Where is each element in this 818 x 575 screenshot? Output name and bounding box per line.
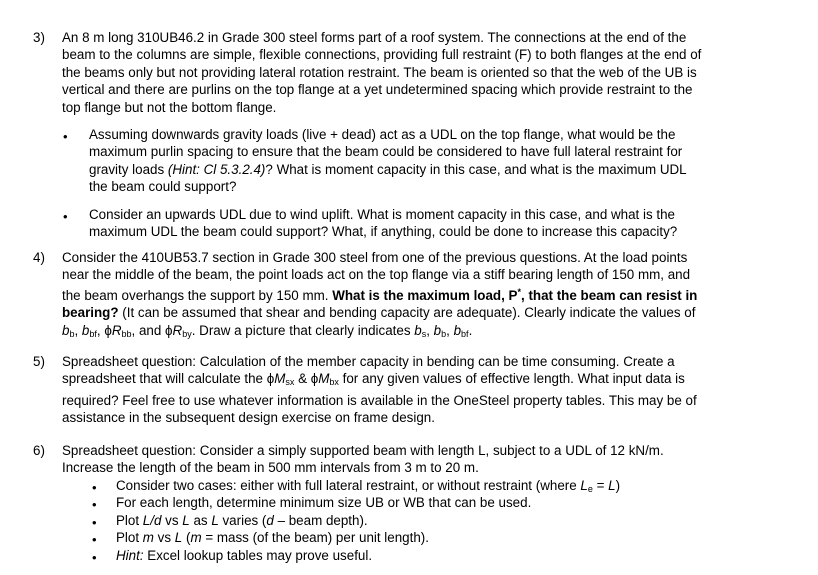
bullet-icon: • bbox=[92, 532, 97, 548]
bullet-text bbox=[116, 529, 429, 546]
bullet-icon: • bbox=[63, 129, 68, 144]
subscript: bx bbox=[329, 377, 339, 388]
symbol: b bbox=[62, 322, 70, 338]
bullet-text bbox=[116, 512, 368, 529]
question-number: 3) bbox=[33, 30, 45, 45]
text-run: , and ϕ bbox=[131, 322, 173, 338]
superscript: * bbox=[517, 286, 521, 297]
symbol: R bbox=[172, 322, 183, 338]
symbol: b bbox=[414, 322, 422, 338]
question-4-text bbox=[62, 249, 786, 343]
text-line: the beam could support? bbox=[89, 179, 237, 195]
bullet-icon: • bbox=[63, 209, 68, 224]
text-run: , bbox=[426, 322, 434, 338]
text-line: required? Feel free to use whatever information is available in the OneSteel property tables. This may be of bbox=[62, 392, 697, 408]
text-run: ? What is moment capacity in this case, and what is the maximum UDL bbox=[265, 161, 687, 177]
bullet-text bbox=[116, 547, 372, 564]
text-line bbox=[62, 370, 786, 391]
question-number: 5) bbox=[33, 354, 45, 369]
text-run: Plot bbox=[116, 512, 143, 528]
text-line: An 8 m long 310UB46.2 in Grade 300 steel forms part of a roof system. The connections at the end of the bbox=[62, 30, 687, 45]
text-run: & ϕ bbox=[294, 371, 319, 387]
symbol: m bbox=[190, 530, 202, 546]
symbol: b bbox=[453, 322, 462, 338]
symbol: L bbox=[580, 478, 588, 493]
text-line: maximum UDL the beam could support? What, if anything, could be done to increase this capacity? bbox=[89, 224, 678, 240]
text-line: assistance in the subsequent design exercise on frame design. bbox=[62, 410, 435, 426]
subscript: sx bbox=[285, 377, 295, 388]
text-run: Plot bbox=[116, 530, 143, 546]
bold-question: bearing? bbox=[62, 305, 119, 321]
subscript: s bbox=[421, 328, 427, 339]
text-run: (It can be assumed that shear and bending capacity are adequate). Clearly indicate the values of bbox=[118, 305, 696, 321]
text-run: ) bbox=[615, 478, 621, 493]
subscript: bf bbox=[461, 328, 469, 339]
subscript: e bbox=[587, 484, 593, 494]
symbol: L/d bbox=[142, 512, 162, 528]
symbol: L bbox=[182, 512, 190, 528]
text-run: , that the beam can resist in bbox=[521, 287, 698, 303]
text-line bbox=[62, 304, 786, 321]
text-run: , bbox=[74, 322, 82, 338]
question-3-text bbox=[62, 29, 786, 116]
text-line bbox=[89, 161, 784, 178]
text-line: top flange but not the bottom flange. bbox=[62, 99, 277, 115]
bullet-icon: • bbox=[92, 514, 97, 530]
text-line: vertical and there are purlins on the top flange at a yet undetermined spacing which provide restraint to the bbox=[62, 82, 693, 98]
bullet-text bbox=[89, 206, 784, 241]
symbol: b bbox=[433, 322, 442, 338]
text-run: as bbox=[189, 512, 212, 528]
bullet-text bbox=[89, 126, 784, 196]
bullet-icon: • bbox=[92, 480, 97, 495]
bullet-icon: • bbox=[92, 549, 97, 565]
text-run: What is the maximum load, P bbox=[332, 287, 518, 303]
text-run: gravity loads bbox=[89, 161, 168, 177]
text-line: Assuming downwards gravity loads (live + dead) act as a UDL on the top flange, what would be the bbox=[89, 127, 676, 142]
symbol: R bbox=[111, 322, 122, 338]
text-run: , bbox=[446, 322, 454, 338]
text-run: for any given values of effective length. What input data is bbox=[338, 371, 685, 387]
text-run: ( bbox=[182, 530, 191, 546]
subscript: b bbox=[69, 328, 75, 339]
text-line bbox=[62, 322, 786, 343]
question-number: 4) bbox=[33, 250, 45, 265]
text-run: = mass (of the beam) per unit length). bbox=[201, 530, 429, 546]
hint-text: Hint: bbox=[116, 547, 144, 563]
text-run: , ϕ bbox=[96, 322, 112, 338]
subscript: bf bbox=[89, 328, 97, 339]
subscript: bb bbox=[121, 328, 132, 339]
bullet-icon: • bbox=[92, 497, 97, 513]
symbol: L bbox=[211, 512, 219, 528]
text-line: near the middle of the beam, the point loads act on the top flange via a stiff bearing length of 150 mm, and bbox=[62, 267, 691, 283]
bullet-text: For each length, determine minimum size UB or WB that can be used. bbox=[116, 495, 532, 511]
question-5-text bbox=[62, 353, 786, 427]
text-run: = bbox=[592, 478, 609, 493]
text-line: Consider the 410UB53.7 section in Grade 300 steel from one of the previous questions. At the load points bbox=[62, 250, 688, 265]
question-number: 6) bbox=[33, 443, 45, 458]
symbol: M bbox=[318, 371, 330, 387]
symbol: L bbox=[608, 478, 616, 493]
bold-question bbox=[332, 288, 697, 303]
text-run: – beam depth). bbox=[273, 512, 368, 528]
text-run: . bbox=[468, 322, 473, 338]
symbol: b bbox=[81, 322, 90, 338]
text-line: the beams only but not providing lateral rotation restraint. The beam is oriented so that the web of the UB is bbox=[62, 64, 697, 80]
text-run: the beam overhangs the support by 150 mm. bbox=[62, 287, 333, 303]
text-line: Spreadsheet question: Consider a simply supported beam with length L, subject to a UDL of 12 kN/m. bbox=[62, 443, 664, 458]
text-run: spreadsheet that will calculate the ϕ bbox=[62, 371, 275, 387]
text-run: Excel lookup tables may prove useful. bbox=[143, 547, 373, 563]
text-line: Increase the length of the beam in 500 mm intervals from 3 m to 20 m. bbox=[62, 460, 479, 476]
text-line bbox=[62, 284, 786, 304]
subscript: b bbox=[441, 328, 447, 339]
text-line: beam to the columns are simple, flexible connections, providing full restraint (F) to both flanges at the end of bbox=[62, 47, 702, 63]
symbol: m bbox=[142, 530, 154, 546]
text-run: vs bbox=[161, 512, 183, 528]
text-run: vs bbox=[153, 530, 175, 546]
hint-text: (Hint: Cl 5.3.2.4) bbox=[167, 161, 266, 177]
question-6-text bbox=[62, 442, 786, 477]
text-line: maximum purlin spacing to ensure that the beam could be considered to have full lateral restraint for bbox=[89, 144, 683, 160]
text-run: . Draw a picture that clearly indicates bbox=[191, 322, 415, 338]
symbol: L bbox=[174, 530, 183, 546]
symbol: d bbox=[266, 512, 274, 528]
text-run: varies ( bbox=[218, 512, 267, 528]
text-line: Spreadsheet question: Calculation of the member capacity in bending can be time consuming. Create a bbox=[62, 354, 675, 369]
subscript: by bbox=[182, 328, 192, 339]
text-line: Consider an upwards UDL due to wind uplift. What is moment capacity in this case, and what is the bbox=[89, 207, 676, 222]
text-run: Consider two cases: either with full lateral restraint, or without restraint (where bbox=[116, 478, 581, 493]
symbol: M bbox=[274, 371, 286, 387]
